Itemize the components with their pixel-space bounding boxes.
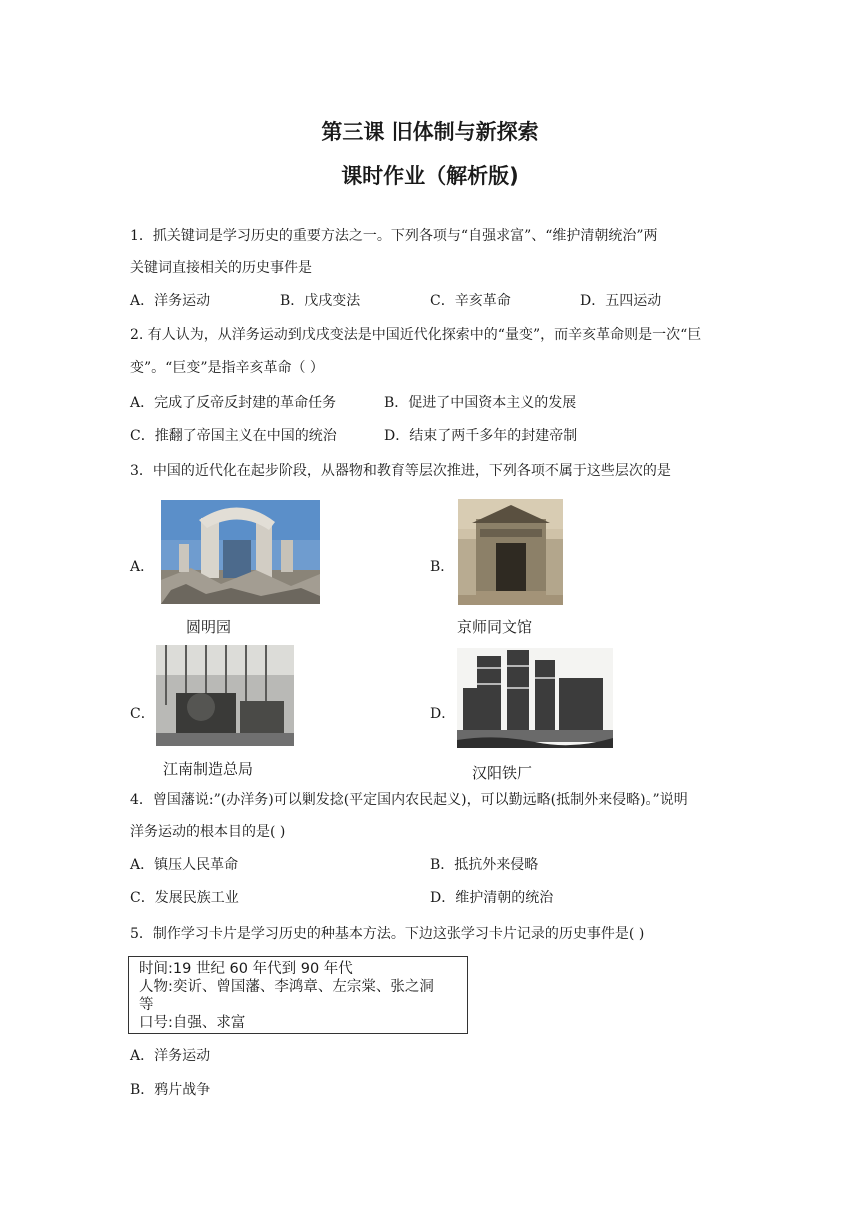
option-c: C．发展民族工业 (130, 890, 239, 906)
question-text: 洋务运动的根本目的是( ) (130, 824, 286, 840)
page-subtitle: 课时作业（解析版) (341, 164, 519, 188)
question-text: 变”。“巨变”是指辛亥革命（ ） (130, 360, 324, 376)
option-a: A．洋务运动 (130, 293, 211, 309)
question-text: 3．中国的近代化在起步阶段，从器物和教育等层次推进，下列各项不属于这些层次的是 (130, 463, 671, 479)
option-b: B．戊戌变法 (280, 293, 361, 309)
option-c: C．辛亥革命 (430, 293, 511, 309)
question-text: 5．制作学习卡片是学习历史的种基本方法。下边这张学习卡片记录的历史事件是( ) (130, 926, 645, 942)
option-c-letter: C． (130, 706, 155, 722)
question-text: 1．抓关键词是学习历史的重要方法之一。下列各项与“自强求富”、“维护清朝统治”两 (130, 228, 658, 244)
option-c: C．推翻了帝国主义在中国的统治 (130, 428, 337, 444)
card-people: 人物:奕䜣、曾国藩、李鸿章、左宗棠、张之洞 (139, 979, 434, 995)
option-a-caption: 圆明园 (186, 618, 232, 636)
option-a: A．洋务运动 (130, 1048, 211, 1064)
yuanmingyuan-photo (161, 500, 320, 604)
card-slogan: 口号:自强、求富 (139, 1015, 246, 1031)
card-time: 时间:19 世纪 60 年代到 90 年代 (139, 961, 353, 977)
option-d: D．结束了两千多年的封建帝制 (384, 428, 578, 444)
option-c-caption: 江南制造总局 (163, 760, 254, 778)
option-b: B．抵抗外来侵略 (430, 857, 539, 873)
option-d-letter: D． (430, 706, 456, 722)
option-b-letter: B． (430, 559, 455, 575)
option-d: D．五四运动 (580, 293, 662, 309)
page-title: 第三课 旧体制与新探索 (321, 120, 539, 144)
option-b-caption: 京师同文馆 (457, 618, 533, 636)
question-text: 关键词直接相关的历史事件是 (130, 260, 312, 276)
question-text: 4．曾国藩说:”(办洋务)可以剿发捻(平定国内农民起义)，可以勤远略(抵制外来侵略)。”说明 (130, 792, 688, 808)
option-a: A．镇压人民革命 (130, 857, 239, 873)
tongwenguan-photo (458, 499, 563, 605)
study-card (128, 956, 468, 1034)
hanyang-ironworks-drawing (457, 648, 613, 748)
option-b: B．促进了中国资本主义的发展 (384, 395, 577, 411)
question-text: 2. 有人认为，从洋务运动到戊戌变法是中国近代化探索中的“量变”，而辛亥革命则是一次“巨 (130, 327, 702, 343)
option-d: D．维护清朝的统治 (430, 890, 554, 906)
jiangnan-arsenal-photo (156, 645, 294, 746)
card-people-cont: 等 (139, 997, 154, 1013)
option-d-caption: 汉阳铁厂 (472, 764, 533, 782)
option-a-letter: A． (130, 559, 155, 575)
option-b: B．鸦片战争 (130, 1082, 211, 1098)
option-a: A．完成了反帝反封建的革命任务 (130, 395, 337, 411)
